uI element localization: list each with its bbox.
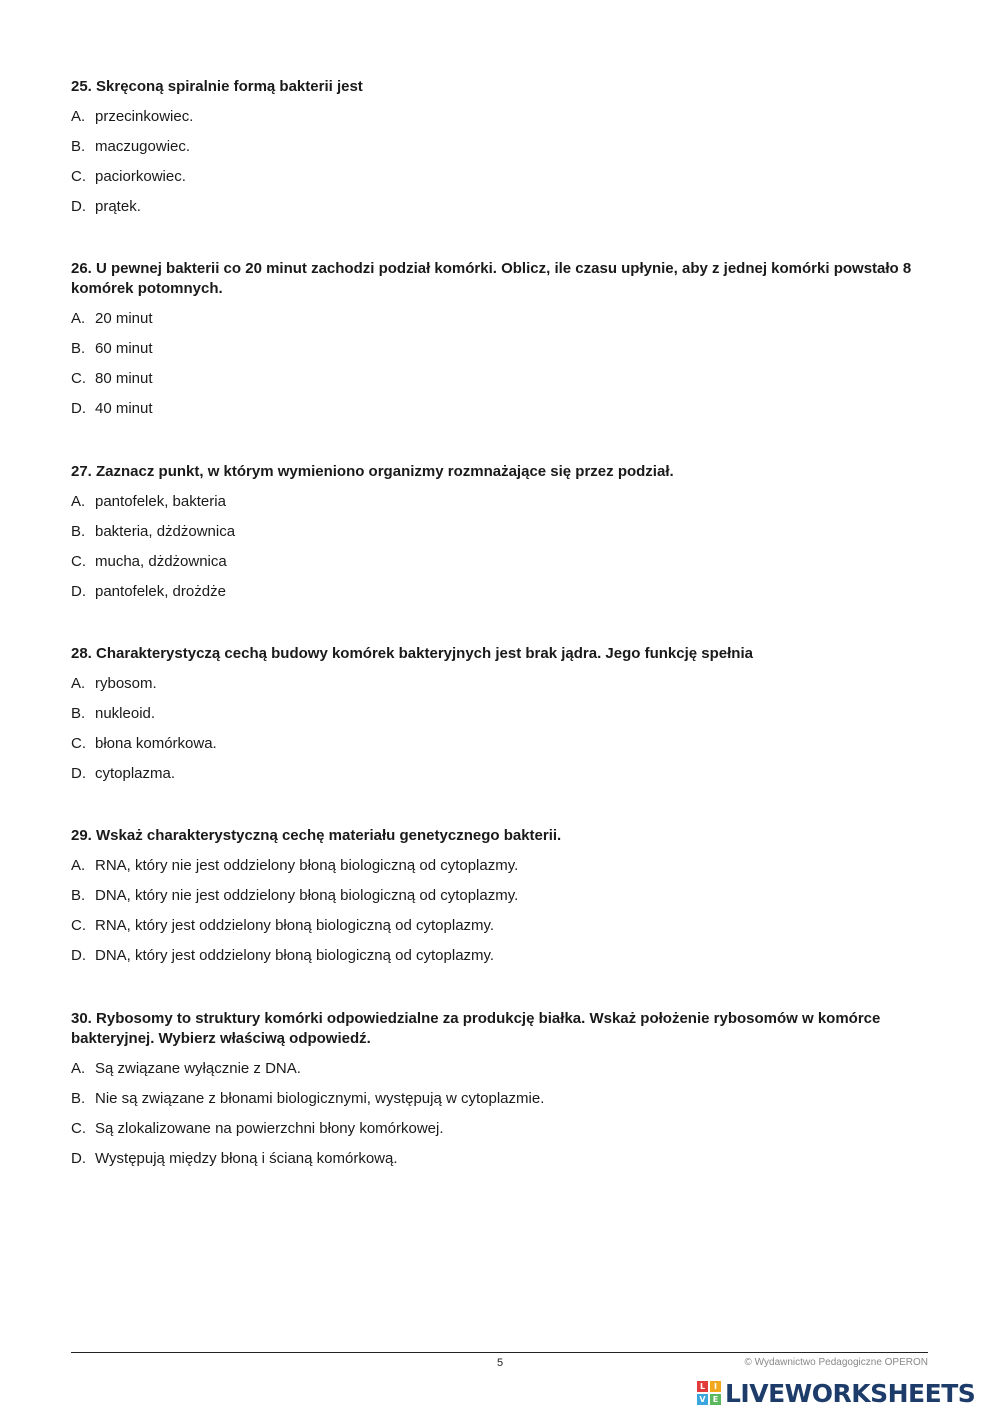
option-a[interactable] [71, 492, 931, 512]
page-number: 5 [496, 1357, 504, 1369]
logo-cell: I [710, 1381, 721, 1392]
option-c[interactable] [71, 369, 931, 389]
option-text: bakteria, dżdżownica [95, 523, 236, 540]
option-letter: A. [71, 493, 86, 510]
option-c[interactable] [71, 552, 931, 572]
option-d[interactable] [71, 764, 931, 784]
option-text: Są związane wyłącznie z DNA. [95, 1060, 301, 1077]
options-list [71, 309, 931, 419]
option-letter: A. [71, 310, 86, 327]
option-letter: C. [71, 553, 86, 570]
option-text: przecinkowiec. [95, 108, 194, 125]
question-title: 30. Rybosomy to struktury komórki odpowiedzialne za produkcję białka. Wskaż położenie rybosomów w komórce bakteryjnej. Wybierz właściwą odpowiedź. [71, 1010, 881, 1047]
option-d[interactable] [71, 582, 931, 602]
option-text: prątek. [95, 198, 141, 215]
question-29 [71, 826, 931, 966]
logo-cell: L [697, 1381, 708, 1392]
option-text: RNA, który nie jest oddzielony błoną biologiczną od cytoplazmy. [95, 857, 519, 874]
option-c[interactable] [71, 167, 931, 187]
question-title: 29. Wskaż charakterystyczną cechę materiału genetycznego bakterii. [71, 827, 562, 844]
option-b[interactable] [71, 339, 931, 359]
option-letter: B. [71, 340, 86, 357]
option-b[interactable] [71, 886, 931, 906]
copyright-notice: © Wydawnictwo Pedagogiczne OPERON [744, 1357, 928, 1368]
question-title: 26. U pewnej bakterii co 20 minut zachodzi podział komórki. Oblicz, ile czasu upłynie, aby z jednej komórki powstało 8 komórek potomnych. [71, 260, 912, 297]
options-list [71, 856, 931, 966]
option-letter: B. [71, 887, 86, 904]
option-letter: D. [71, 400, 86, 417]
option-letter: C. [71, 168, 86, 185]
question-27 [71, 462, 931, 602]
option-letter: D. [71, 1150, 86, 1167]
option-letter: A. [71, 675, 86, 692]
option-letter: D. [71, 947, 86, 964]
option-letter: B. [71, 138, 86, 155]
option-text: DNA, który nie jest oddzielony błoną biologiczną od cytoplazmy. [95, 887, 519, 904]
option-text: pantofelek, bakteria [95, 493, 226, 510]
option-d[interactable] [71, 399, 931, 419]
option-text: paciorkowiec. [95, 168, 186, 185]
option-letter: D. [71, 765, 86, 782]
option-text: nukleoid. [95, 705, 156, 722]
option-text: rybosom. [95, 675, 157, 692]
option-letter: A. [71, 1060, 86, 1077]
options-list [71, 492, 931, 602]
liveworksheets-logo [697, 1378, 975, 1408]
option-a[interactable] [71, 1059, 931, 1079]
option-text: RNA, który jest oddzielony błoną biologiczną od cytoplazmy. [95, 917, 495, 934]
option-text: błona komórkowa. [95, 735, 217, 752]
option-text: 80 minut [95, 370, 153, 387]
option-text: pantofelek, drożdże [95, 583, 226, 600]
option-letter: D. [71, 583, 86, 600]
option-text: mucha, dżdżownica [95, 553, 227, 570]
question-26 [71, 259, 931, 419]
option-c[interactable] [71, 916, 931, 936]
option-d[interactable] [71, 946, 931, 966]
logo-cell: V [697, 1394, 708, 1405]
option-a[interactable] [71, 309, 931, 329]
option-letter: B. [71, 523, 86, 540]
option-letter: C. [71, 735, 86, 752]
question-title: 27. Zaznacz punkt, w którym wymieniono organizmy rozmnażające się przez podział. [71, 463, 674, 480]
option-text: 20 minut [95, 310, 153, 327]
option-letter: D. [71, 198, 86, 215]
option-text: Są zlokalizowane na powierzchni błony komórkowej. [95, 1120, 444, 1137]
option-text: 40 minut [95, 400, 153, 417]
option-text: DNA, który jest oddzielony błoną biologiczną od cytoplazmy. [95, 947, 495, 964]
question-title: 28. Charakterystyczą cechą budowy komórek bakteryjnych jest brak jądra. Jego funkcję spełnia [71, 645, 753, 662]
option-letter: C. [71, 370, 86, 387]
options-list [71, 1059, 931, 1169]
question-25 [71, 77, 931, 217]
footer-divider [71, 1352, 928, 1353]
option-letter: A. [71, 108, 86, 125]
question-28 [71, 644, 931, 784]
logo-cell: E [710, 1394, 721, 1405]
option-a[interactable] [71, 856, 931, 876]
option-text: Występują między błoną i ścianą komórkową. [95, 1150, 398, 1167]
option-b[interactable] [71, 1089, 931, 1109]
option-letter: C. [71, 1120, 86, 1137]
option-letter: B. [71, 1090, 86, 1107]
option-d[interactable] [71, 1149, 931, 1169]
option-d[interactable] [71, 197, 931, 217]
option-b[interactable] [71, 137, 931, 157]
question-30 [71, 1009, 931, 1169]
liveworksheets-logo-icon [697, 1381, 721, 1405]
option-c[interactable] [71, 1119, 931, 1139]
option-c[interactable] [71, 734, 931, 754]
options-list [71, 674, 931, 784]
option-letter: B. [71, 705, 86, 722]
option-text: maczugowiec. [95, 138, 191, 155]
option-letter: C. [71, 917, 86, 934]
options-list [71, 107, 931, 217]
option-a[interactable] [71, 674, 931, 694]
liveworksheets-wordmark: LIVEWORKSHEETS [725, 1378, 976, 1408]
question-title: 25. Skręconą spiralnie formą bakterii jest [71, 78, 363, 95]
option-letter: A. [71, 857, 86, 874]
option-b[interactable] [71, 704, 931, 724]
option-text: Nie są związane z błonami biologicznymi, występują w cytoplazmie. [95, 1090, 545, 1107]
option-text: cytoplazma. [95, 765, 176, 782]
option-a[interactable] [71, 107, 931, 127]
option-text: 60 minut [95, 340, 153, 357]
option-b[interactable] [71, 522, 931, 542]
